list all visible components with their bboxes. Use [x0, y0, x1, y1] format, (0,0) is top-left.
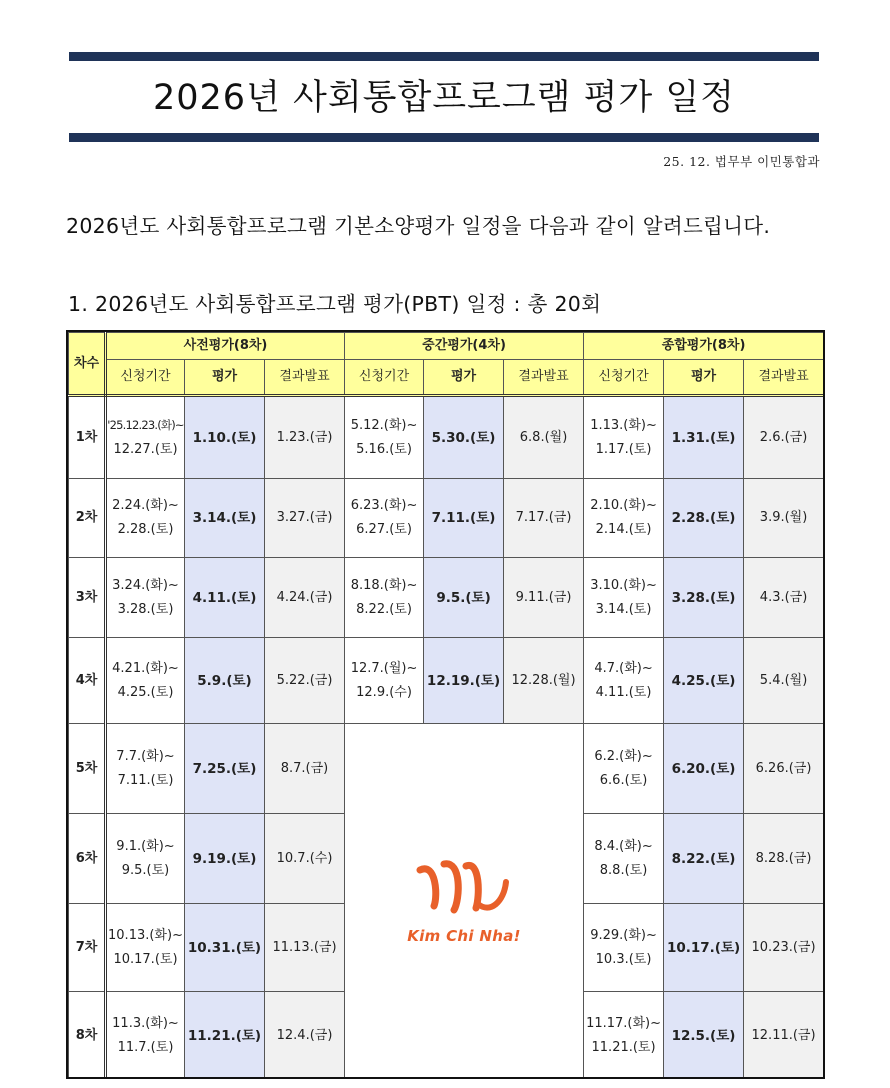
- pre-result-date: 3.27.(금): [265, 479, 345, 558]
- row-label: 6차: [69, 814, 106, 904]
- title-rule-top: [69, 52, 819, 61]
- mid-result-date: 7.17.(금): [504, 479, 584, 558]
- final-result-date: 3.9.(월): [744, 479, 824, 558]
- subheader-evaluation: 평가: [664, 360, 744, 396]
- subheader-result: 결과발표: [265, 360, 345, 396]
- final-evaluation-date: 10.17.(토): [664, 904, 744, 992]
- mid-application-period: 12.7.(월)~ 12.9.(수): [345, 638, 424, 724]
- final-application-period: 2.10.(화)~ 2.14.(토): [584, 479, 664, 558]
- final-application-period: 8.4.(화)~ 8.8.(토): [584, 814, 664, 904]
- pre-evaluation-date: 1.10.(토): [185, 396, 265, 479]
- final-result-date: 4.3.(금): [744, 558, 824, 638]
- final-evaluation-date: 12.5.(토): [664, 992, 744, 1080]
- schedule-table: [68, 332, 824, 1079]
- subheader-result: 결과발표: [744, 360, 824, 396]
- table-row: [69, 396, 824, 479]
- row-label: 3차: [69, 558, 106, 638]
- pre-evaluation-date: 3.14.(토): [185, 479, 265, 558]
- final-application-period: 11.17.(화)~ 11.21.(토): [584, 992, 664, 1080]
- final-application-period: 1.13.(화)~ 1.17.(토): [584, 396, 664, 479]
- mid-application-period: 5.12.(화)~ 5.16.(토): [345, 396, 424, 479]
- row-label: 8차: [69, 992, 106, 1080]
- table-row: [69, 724, 824, 814]
- subheader-result: 결과발표: [504, 360, 584, 396]
- final-result-date: 6.26.(금): [744, 724, 824, 814]
- watermark-logo: [345, 856, 583, 948]
- subheader-evaluation: 평가: [424, 360, 504, 396]
- wave-logo-icon: [414, 856, 514, 918]
- row-label: 7차: [69, 904, 106, 992]
- final-evaluation-date: 3.28.(토): [664, 558, 744, 638]
- pre-evaluation-date: 10.31.(토): [185, 904, 265, 992]
- pre-application-period: 3.24.(화)~ 3.28.(토): [106, 558, 185, 638]
- pre-evaluation-date: 7.25.(토): [185, 724, 265, 814]
- schedule-table-frame: [66, 330, 825, 1079]
- pre-result-date: 11.13.(금): [265, 904, 345, 992]
- row-label: 2차: [69, 479, 106, 558]
- title-rule-bottom: [69, 133, 819, 142]
- pre-application-period: 4.21.(화)~ 4.25.(토): [106, 638, 185, 724]
- final-evaluation-date: 8.22.(토): [664, 814, 744, 904]
- final-result-date: 10.23.(금): [744, 904, 824, 992]
- pre-evaluation-date: 11.21.(토): [185, 992, 265, 1080]
- final-result-date: 12.11.(금): [744, 992, 824, 1080]
- pre-result-date: 5.22.(금): [265, 638, 345, 724]
- mid-result-date: 6.8.(월): [504, 396, 584, 479]
- final-result-date: 5.4.(월): [744, 638, 824, 724]
- mid-result-date: 12.28.(월): [504, 638, 584, 724]
- subheader-evaluation: 평가: [185, 360, 265, 396]
- watermark-text: Kim Chi Nha!: [407, 927, 521, 945]
- page-title: 2026년 사회통합프로그램 평가 일정: [153, 78, 735, 118]
- issuer-line: 25. 12. 법무부 이민통합과: [663, 154, 820, 169]
- mid-evaluation-date: 12.19.(토): [424, 638, 504, 724]
- pre-application-period: 7.7.(화)~ 7.11.(토): [106, 724, 185, 814]
- watermark-cell: [345, 724, 584, 1080]
- mid-evaluation-date: 7.11.(토): [424, 479, 504, 558]
- final-result-date: 2.6.(금): [744, 396, 824, 479]
- final-application-period: 6.2.(화)~ 6.6.(토): [584, 724, 664, 814]
- header-group-pre: 사전평가(8차): [106, 333, 345, 360]
- pre-result-date: 8.7.(금): [265, 724, 345, 814]
- table-row: [69, 558, 824, 638]
- pre-evaluation-date: 9.19.(토): [185, 814, 265, 904]
- final-evaluation-date: 4.25.(토): [664, 638, 744, 724]
- header-group-final: 종합평가(8차): [584, 333, 824, 360]
- pre-application-period: 9.1.(화)~ 9.5.(토): [106, 814, 185, 904]
- final-evaluation-date: 1.31.(토): [664, 396, 744, 479]
- pre-evaluation-date: 5.9.(토): [185, 638, 265, 724]
- row-label: 1차: [69, 396, 106, 479]
- pre-result-date: 12.4.(금): [265, 992, 345, 1080]
- mid-application-period: 8.18.(화)~ 8.22.(토): [345, 558, 424, 638]
- pre-application-period: 11.3.(화)~ 11.7.(토): [106, 992, 185, 1080]
- intro-text: 2026년도 사회통합프로그램 기본소양평가 일정을 다음과 같이 알려드립니다.: [66, 214, 771, 238]
- subheader-application: 신청기간: [345, 360, 424, 396]
- final-evaluation-date: 6.20.(토): [664, 724, 744, 814]
- mid-application-period: 6.23.(화)~ 6.27.(토): [345, 479, 424, 558]
- mid-evaluation-date: 9.5.(토): [424, 558, 504, 638]
- header-chasu: 차수: [69, 333, 106, 396]
- table-row: [69, 479, 824, 558]
- pre-result-date: 10.7.(수): [265, 814, 345, 904]
- pre-evaluation-date: 4.11.(토): [185, 558, 265, 638]
- row-label: 5차: [69, 724, 106, 814]
- pre-result-date: 4.24.(금): [265, 558, 345, 638]
- section-heading: 1. 2026년도 사회통합프로그램 평가(PBT) 일정 : 총 20회: [68, 292, 602, 316]
- table-row: [69, 638, 824, 724]
- pre-application-period: 10.13.(화)~ 10.17.(토): [106, 904, 185, 992]
- final-application-period: 9.29.(화)~ 10.3.(토): [584, 904, 664, 992]
- header-group-mid: 중간평가(4차): [345, 333, 584, 360]
- subheader-application: 신청기간: [584, 360, 664, 396]
- final-evaluation-date: 2.28.(토): [664, 479, 744, 558]
- pre-application-period: '25.12.23.(화)~ 12.27.(토): [106, 396, 185, 479]
- subheader-application: 신청기간: [106, 360, 185, 396]
- final-application-period: 4.7.(화)~ 4.11.(토): [584, 638, 664, 724]
- row-label: 4차: [69, 638, 106, 724]
- mid-result-date: 9.11.(금): [504, 558, 584, 638]
- final-application-period: 3.10.(화)~ 3.14.(토): [584, 558, 664, 638]
- pre-result-date: 1.23.(금): [265, 396, 345, 479]
- mid-evaluation-date: 5.30.(토): [424, 396, 504, 479]
- pre-application-period: 2.24.(화)~ 2.28.(토): [106, 479, 185, 558]
- final-result-date: 8.28.(금): [744, 814, 824, 904]
